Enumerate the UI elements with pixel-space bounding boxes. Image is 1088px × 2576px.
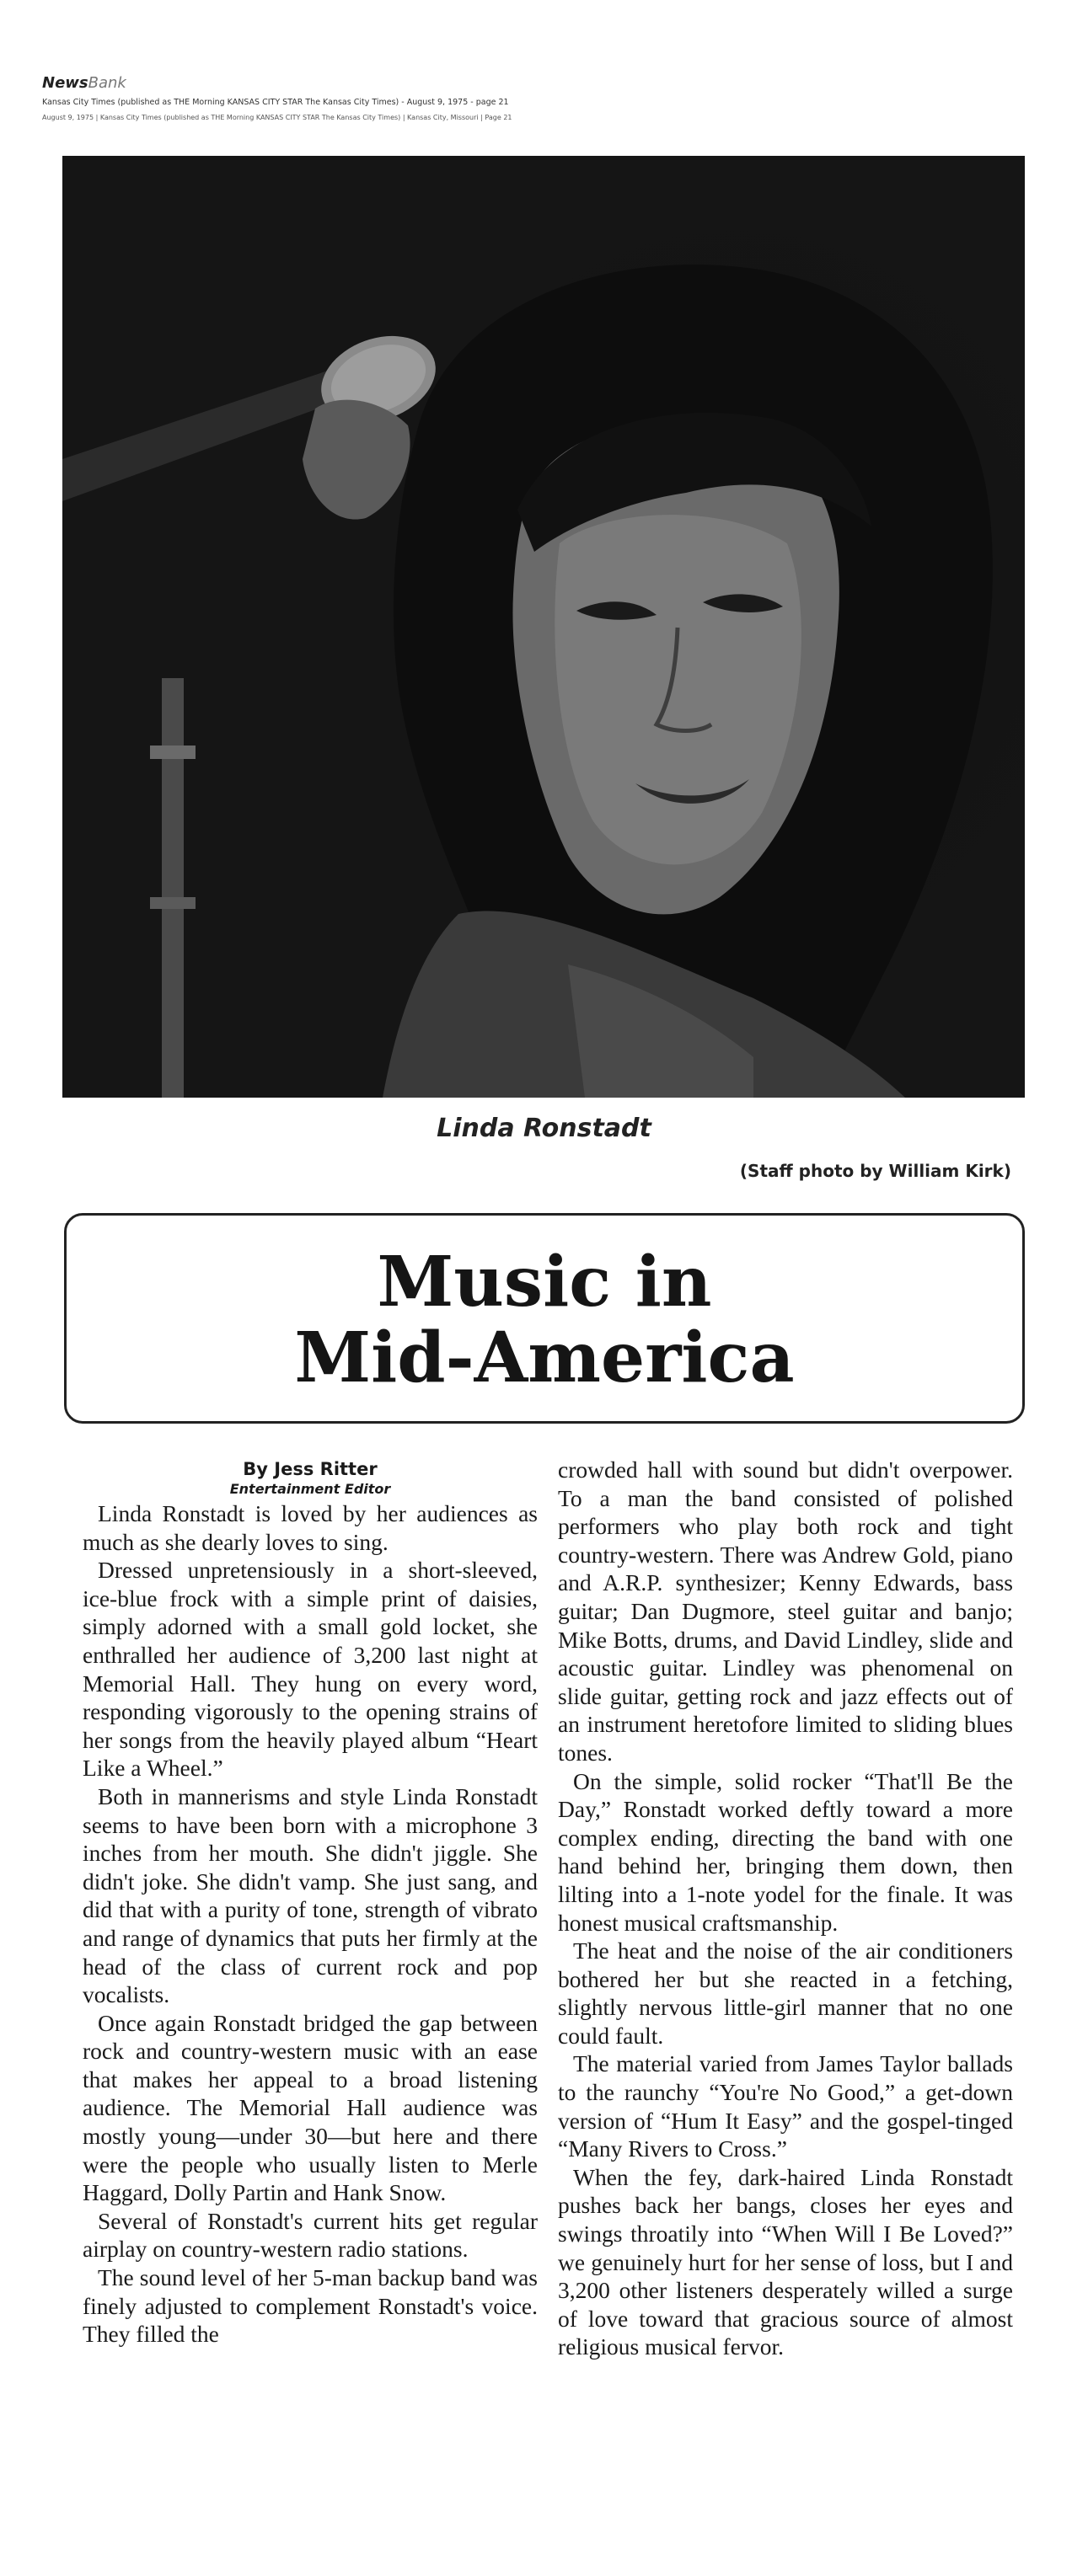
article-paragraph: The heat and the noise of the air conditioners bothered her but she reacted in a fetching, slightly nervous little-girl manner that no one could fault. [558,1937,1013,2049]
article-paragraph: Dressed unpretensiously in a short-sleeved, ice-blue frock with a simple print of daisies, simply adorned with a small gold locket, she enthralled her audience of 3,200 last night at Memorial Hall. They hung on every word, responding vigorously to the opening strains of her songs from the heavily played album “Heart Like a Wheel.” [83,1557,538,1782]
article-paragraph: Several of Ronstadt's current hits get regular airplay on country-western radio stations. [83,2207,538,2263]
article-paragraph: crowded hall with sound but didn't overpower. To a man the band consisted of polished performers who play both rock and tight country-western. There was Andrew Gold, piano and A.R.P. synthesizer; Kenny Edwards, bass guitar; Dan Dugmore, steel guitar and banjo; Mike Botts, drums, and David Lindley, slide and acoustic guitar. Lindley was phenomenal on slide guitar, getting rock and jazz effects out of an instrument heretofore limited to sliding blues tones. [558,1456,1013,1766]
photo-caption: Linda Ronstadt [437,1114,651,1143]
newsbank-logo: NewsBank [42,74,126,92]
article-paragraph: The material varied from James Taylor ballads to the raunchy “You're No Good,” a get-down version of “Hum It Easy” and the gospel-tinged “Many Rivers to Cross.” [558,2050,1013,2162]
source-citation-detail: August 9, 1975 | Kansas City Times (published as THE Morning KANSAS CITY STAR The Kansas City Times) | Kansas City, Missouri | Page 21 [42,114,512,121]
headline-line-2: Mid-America [294,1317,795,1398]
article-paragraph: The sound level of her 5-man backup band was finely adjusted to complement Ronstadt's voice. They filled the [83,2264,538,2348]
byline: By Jess Ritter [243,1459,378,1479]
article-paragraph: Once again Ronstadt bridged the gap between rock and country-western music with an ease that makes her appeal to a broad listening audience. The Memorial Hall audience was mostly young—under 30—but here and there were the people who usually listen to Merle Haggard, Dolly Partin and Hank Snow. [83,2009,538,2206]
headline-line-1: Music in [377,1242,712,1323]
article-paragraph: On the simple, solid rocker “That'll Be the Day,” Ronstadt worked deftly toward a more complex ending, directing the band with one hand behind her, bringing them down, then lilting into a 1-note yodel for the finale. It was honest musical craftsmanship. [558,1767,1013,1936]
author-role: Entertainment Editor [229,1481,391,1497]
article-column-left [83,1456,538,2349]
article-paragraph: Both in mannerisms and style Linda Ronstadt seems to have been born with a microphone 3 inches from her mouth. She didn't jiggle. She didn't joke. She didn't vamp. She just sang, and did that with a purity of tone, strength of vibrato and range of dynamics that puts her firmly at the head of the class of current rock and pop vocalists. [83,1782,538,2008]
article-paragraph: When the fey, dark-haired Linda Ronstadt pushes back her bangs, closes her eyes and swings throatily into “When Will I Be Loved?” we genuinely hurt for her sense of loss, but I and 3,200 other listeners desperately willed a surge of love toward that gracious source of almost religious musical fervor. [558,2163,1013,2360]
singer-photo [62,156,1025,1098]
article-paragraph: Linda Ronstadt is loved by her audiences as much as she dearly loves to sing. [83,1500,538,1555]
photo-credit: (Staff photo by William Kirk) [739,1161,1011,1181]
article-column-right [558,1456,1013,2361]
headline-box [64,1213,1025,1424]
source-citation: Kansas City Times (published as THE Morning KANSAS CITY STAR The Kansas City Times) - August 9, 1975 - page 21 [42,98,509,107]
